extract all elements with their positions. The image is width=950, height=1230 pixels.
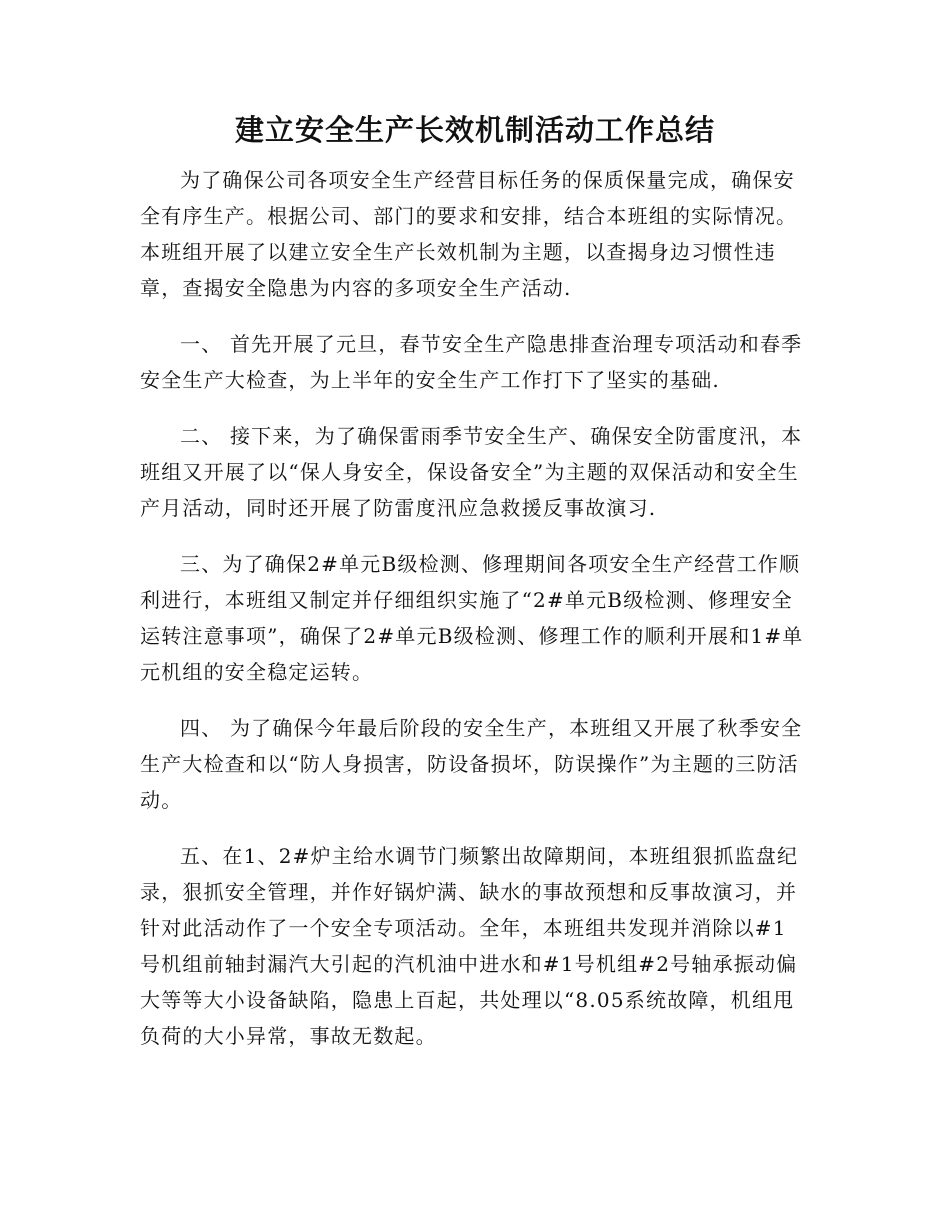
- paragraph-item-1: 一、 首先开展了元旦，春节安全生产隐患排查治理专项活动和春季安全生产大检查，为上半年的安全生产工作打下了坚实的基础.: [140, 332, 803, 392]
- document-body: [140, 162, 806, 1054]
- paragraph-item-2: 二、 接下来，为了确保雷雨季节安全生产、确保安全防雷度汛，本班组又开展了以“保人身安全，保设备安全”为主题的双保活动和安全生产月活动，同时还开展了防雷度汛应急救援反事故演习.: [140, 424, 803, 520]
- paragraph-item-3: 三、为了确保2#单元B级检测、修理期间各项安全生产经营工作顺利进行，本班组又制定并仔细组织实施了“2#单元B级检测、修理安全运转注意事项”，确保了2#单元B级检测、修理工作的顺利开展和1#单元机组的安全稳定运转。: [140, 552, 804, 684]
- paragraph-item-5: 五、在1、2#炉主给水调节门频繁出故障期间，本班组狠抓监盘纪录，狠抓安全管理，并作好锅炉满、缺水的事故预想和反事故演习，并针对此活动作了一个安全专项活动。全年，本班组共发现并消除以#1号机组前轴封漏汽大引起的汽机油中进水和#1号机组#2号轴承振动偏大等等大小设备缺陷，隐患上百起，共处理以“8.05系统故障，机组甩负荷的大小异常，事故无数起。: [140, 844, 799, 1048]
- document-title: 建立安全生产长效机制活动工作总结: [234, 113, 715, 147]
- paragraph-intro: 为了确保公司各项安全生产经营目标任务的保质保量完成，确保安全有序生产。根据公司、部门的要求和安排，结合本班组的实际情况。本班组开展了以建立安全生产长效机制为主题，以查揭身边习惯性违章，查揭安全隐患为内容的多项安全生产活动.: [140, 168, 798, 300]
- paragraph-item-4: 四、 为了确保今年最后阶段的安全生产，本班组又开展了秋季安全生产大检查和以“防人身损害，防设备损坏，防误操作”为主题的三防活动。: [140, 716, 803, 812]
